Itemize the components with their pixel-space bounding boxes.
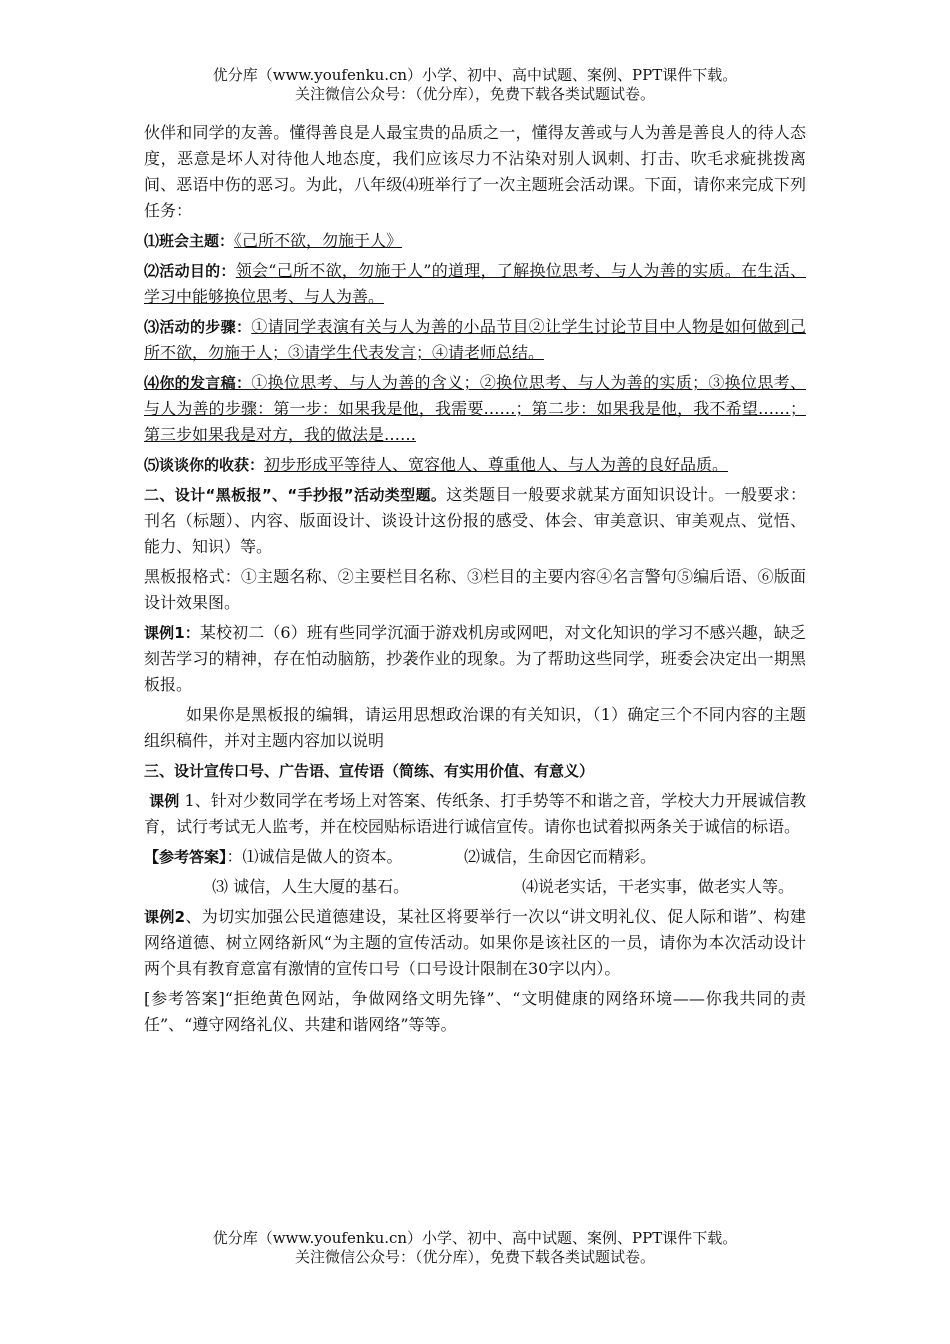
task-4-label: ⑷你的发言稿： (144, 374, 252, 392)
task-4-text: ①换位思考、与人为善的含义；②换位思考、与人为善的实质；③换位思考、与人为善的步骤：第一步：如果我是他，我需要……；第二步：如果我是他，我不希望……；第三步如果我是对方，我的做法是…… (144, 373, 806, 444)
footer-line-1: 优分库（www.youfenku.cn）小学、初中、高中试题、案例、PPT课件下载。 (212, 1229, 738, 1247)
answer-3: ⑶ 诚信，人生大厦的基石。 (212, 877, 410, 896)
task-3-text: ①请同学表演有关与人为善的小品节目②让学生讨论节目中人物是如何做到己所不欲，勿施于人；③请学生代表发言；④请老师总结。 (144, 317, 806, 362)
header-line-2: 关注微信公众号：（优分库），免费下载各类试题试卷。 (294, 85, 655, 103)
section-2-example (144, 620, 806, 698)
answer-2: ⑵诚信，生命因它而精彩。 (464, 847, 657, 866)
answer-4: ⑷说老实话，干老实事，做老实人等。 (522, 877, 795, 896)
section-2-title: 二、设计“黑板报”、“手抄报”活动类型题。 (144, 486, 447, 504)
page-footer (0, 1229, 950, 1267)
section-3-title: 三、设计宣传口号、广告语、宣传语（简练、有实用价值、有意义） (144, 762, 595, 780)
section-3-example-1 (144, 788, 806, 840)
answer-row-2 (144, 874, 806, 900)
section-3-example-2-text: 、为切实加强公民道德建设，某社区将要举行一次以“讲文明礼仪、促人际和谐”、构建网络道德、树立网络新风“为主题的宣传活动。如果你是该社区的一员，请你为本次活动设计两个具有教育意富有激情的宣传口号（口号设计限制在30字以内）。 (144, 907, 806, 978)
task-2 (144, 258, 806, 310)
section-3-example-1-text: 1、针对少数同学在考场上对答案、传纸条、打手势等不和谐之音，学校大力开展诚信教育，试行考试无人监考，并在校园贴标语进行诚信宣传。请你也试着拟两条关于诚信的标语。 (144, 791, 806, 836)
task-1-text: 《己所不欲，勿施于人》 (234, 231, 403, 250)
task-5-text: 初步形成平等待人、宽容他人、尊重他人、与人为善的良好品质。 (264, 455, 729, 474)
task-5-label: ⑸谈谈你的收获： (144, 456, 265, 474)
section-3-answer-2: [参考答案]“拒绝黄色网站，争做网络文明先锋”、“文明健康的网络环境——你我共同的责任”、“遵守网络礼仪、共建和谐网络”等等。 (144, 989, 806, 1034)
task-3 (144, 314, 806, 366)
section-2-format: 黑板报格式：①主题名称、②主要栏目名称、③栏目的主要内容④名言警句⑤编后语、⑥版面设计效果图。 (144, 567, 806, 612)
header-line-1: 优分库（www.youfenku.cn）小学、初中、高中试题、案例、PPT课件下载。 (212, 66, 738, 84)
section-3-title-row (144, 758, 806, 784)
page-header (0, 66, 950, 104)
section-3-example-2 (144, 904, 806, 982)
section-2-example-text: 某校初二（6）班有些同学沉湎于游戏机房或网吧，对文化知识的学习不感兴趣，缺乏刻苦学习的精神，存在怕动脑筋，抄袭作业的现象。为了帮助这些同学，班委会决定出一期黑板报。 (144, 623, 807, 694)
answer-label: 【参考答案】 (144, 848, 227, 866)
task-1 (144, 228, 806, 254)
document-body (144, 120, 806, 1038)
intro-paragraph: 伙伴和同学的友善。懂得善良是人最宝贵的品质之一，懂得友善或与人为善是善良人的待人态度，恶意是坏人对待他人地态度，我们应该尽力不沾染对别人讽刺、打击、吹毛求疵挑拨离间、恶语中伤的恶习。为此，八年级⑷班举行了一次主题班会活动课。下面，请你来完成下列任务： (144, 123, 806, 220)
task-4 (144, 370, 806, 448)
task-5 (144, 452, 806, 478)
task-2-label: ⑵活动目的： (144, 262, 236, 280)
section-2-text: 这类题目一般要求就某方面知识设计。一般要求：刊名（标题）、内容、版面设计、谈设计这份报的感受、体会、审美意识、审美观点、觉悟、能力、知识）等。 (144, 485, 806, 556)
section-3-example-1-label: 课例 (149, 792, 180, 810)
section-2-example-label: 课例1： (144, 624, 200, 642)
section-2-intro (144, 482, 806, 560)
section-3-example-2-label: 课例2 (144, 908, 186, 926)
footer-line-2: 关注微信公众号：（优分库），免费下载各类试题试卷。 (294, 1248, 655, 1266)
task-1-label: ⑴班会主题： (144, 232, 235, 250)
task-3-label: ⑶活动的步骤： (144, 318, 252, 336)
task-2-text: 领会“己所不欲，勿施于人”的道理，了解换位思考、与人为善的实质。在生活、学习中能够换位思考、与人为善。 (144, 261, 806, 306)
section-2-question: 如果你是黑板报的编辑，请运用思想政治课的有关知识，（1）确定三个不同内容的主题组织稿件，并对主题内容加以说明 (144, 705, 806, 750)
answer-1: ：⑴诚信是做人的资本。 (226, 847, 403, 866)
answer-row-1 (144, 844, 806, 870)
